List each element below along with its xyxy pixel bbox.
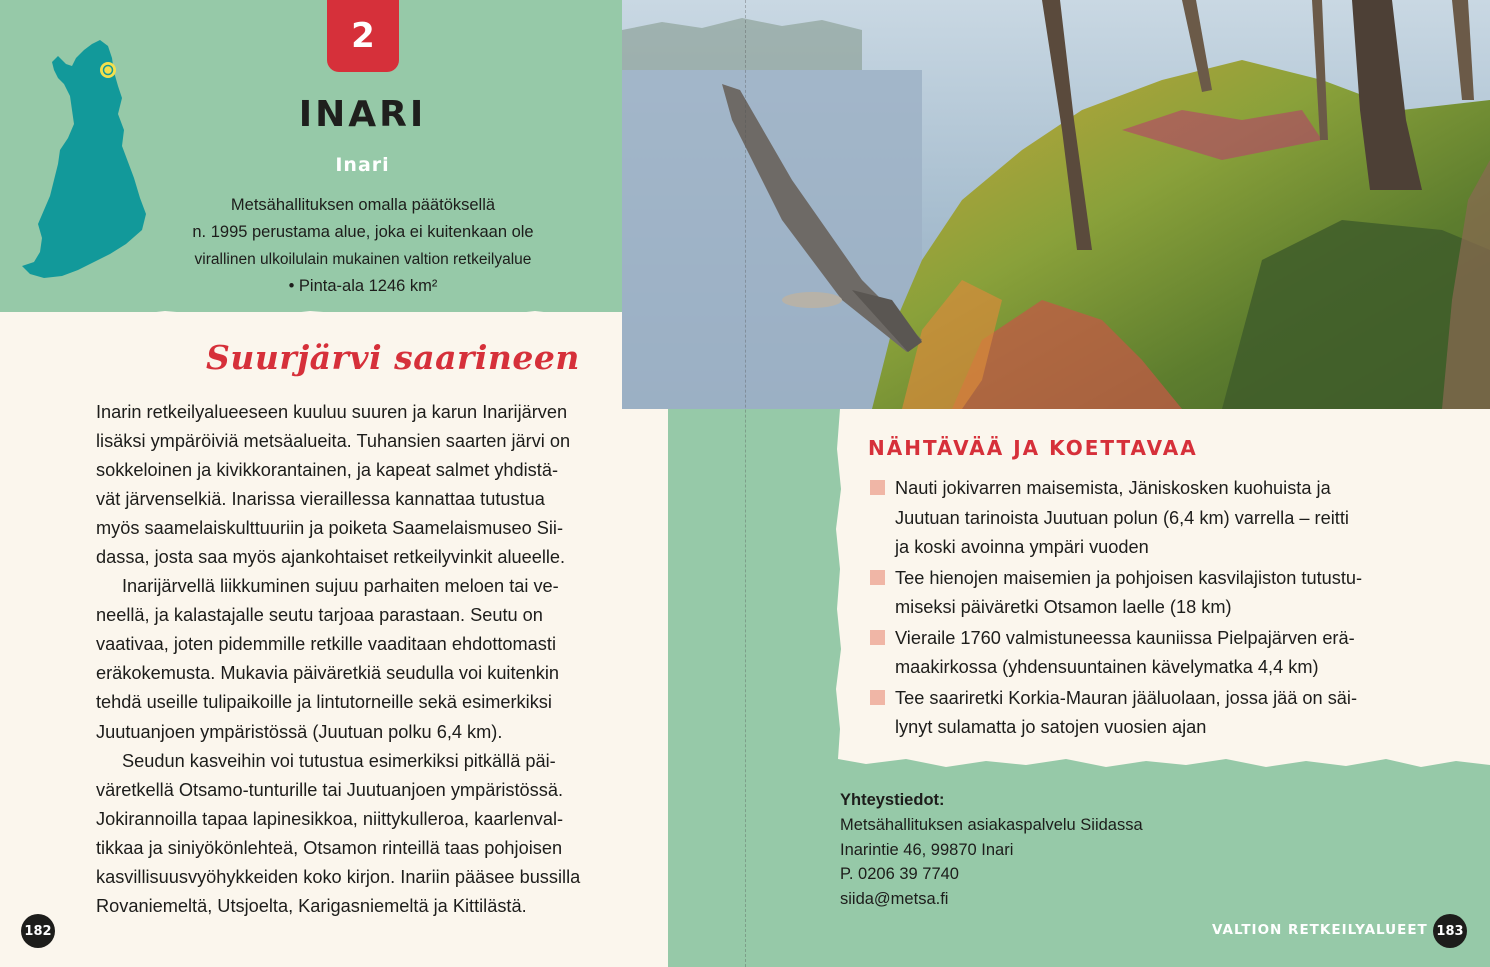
box-heading: NÄHTÄVÄÄ JA KOETTAVAA (868, 436, 1198, 460)
body-line: Seudun kasveihin voi tutustua esimerkiksi pitkällä päi- (122, 750, 556, 771)
section-heading: Suurjärvi saarineen (206, 338, 580, 377)
location-marker-icon (100, 62, 116, 78)
contact-line: Metsähallituksen asiakaspalvelu Siidassa (840, 815, 1143, 834)
body-line: tikkaa ja siniyökönlehteä, Otsamon rinteillä taas pohjoisen (96, 837, 563, 858)
body-line: tehdä useille tulipaikoille ja lintutorneille sekä esimerkiksi (96, 692, 552, 713)
body-line: kasvillisuusvyöhykkeiden koko kirjon. Inariin pääsee bussilla (96, 866, 581, 887)
body-line: Juutuanjoen ympäristössä (Juutuan polku 6,4 km). (96, 721, 503, 742)
intro-line: • Pinta-ala 1246 km² (288, 277, 438, 295)
chapter-number: 2 (351, 16, 375, 56)
page-title: INARI (298, 94, 427, 135)
intro-line: virallinen ulkoilulain mukainen valtion retkeilyalue (194, 251, 532, 268)
list-item-line: Nauti jokivarren maisemista, Jäniskosken kuohuista ja (895, 478, 1331, 498)
landscape-photo (622, 0, 1490, 409)
list-item (868, 564, 1448, 623)
body-line: dassa, josta saa myös ajankohtaiset retkeilyvinkit alueelle. (96, 547, 566, 568)
square-bullet-icon (870, 480, 885, 495)
body-line: vät järvenselkiä. Inarissa vieraillessa kannattaa tutustua (96, 489, 545, 510)
contact-heading: Yhteystiedot: (840, 791, 945, 809)
body-line: Jokirannoilla tapaa lapinesikkoa, niittykulleroa, kaarlenval- (96, 808, 564, 829)
list-item-line: ja koski avoinna ympäri vuoden (895, 537, 1149, 557)
body-line: Inarijärvellä liikkuminen sujuu parhaiten meloen tai ve- (122, 576, 559, 597)
body-line: neellä, ja kalastajalle seutu tarjoaa parastaan. Seutu on (96, 605, 543, 626)
body-line: myös saamelaiskulttuuriin ja poiketa Saamelaismuseo Sii- (96, 518, 564, 539)
list-item (868, 624, 1448, 683)
square-bullet-icon (870, 570, 885, 585)
page-number-text: 183 (1436, 923, 1464, 939)
list-item-line: maakirkossa (yhdensuuntainen kävelymatka 4,4 km) (895, 657, 1319, 677)
body-line: sokkeloinen ja kivikkorantainen, ja kapeat salmet yhdistä- (96, 460, 559, 481)
contact-address: Inarintie 46, 99870 Inari (840, 840, 1014, 859)
contact-email[interactable]: siida@metsa.fi (840, 890, 949, 909)
list-item-line: Vieraile 1760 valmistuneessa kauniissa Pielpajärven erä- (895, 627, 1355, 648)
finland-map-icon (14, 38, 154, 283)
page-subtitle: Inari (335, 154, 390, 176)
list-item-line: Juutuan tarinoista Juutuan polun (6,4 km) varrella – reitti (895, 507, 1349, 528)
contact-phone[interactable]: P. 0206 39 7740 (840, 865, 959, 884)
body-line: väretkellä Otsamo-tunturille tai Juutuanjoen ympäristössä. (96, 779, 564, 800)
page-number-right (1433, 914, 1467, 948)
intro-line: Metsähallituksen omalla päätöksellä (230, 196, 496, 214)
chapter-number-tab (327, 0, 399, 72)
attractions-list (868, 474, 1448, 744)
page-number-left (21, 914, 55, 948)
body-line: lisäksi ympäröiviä metsäalueita. Tuhansien saarten järvi on (96, 431, 571, 452)
contact-info (840, 788, 1143, 912)
square-bullet-icon (870, 690, 885, 705)
list-item-line: miseksi päiväretki Otsamon laelle (18 km) (895, 597, 1232, 617)
body-line: Rovaniemeltä, Utsjoelta, Karigasniemeltä ja Kittilästä. (96, 895, 527, 916)
list-item (868, 474, 1448, 563)
list-item-line: lynyt sulamatta jo satojen vuosien ajan (895, 717, 1207, 737)
body-line: Inarin retkeilyalueeseen kuuluu suuren ja karun Inarijärven (96, 402, 568, 422)
body-line: eräkokemusta. Mukavia päiväretkiä seudulla voi kuitenkin (96, 663, 560, 684)
list-item (868, 684, 1448, 743)
square-bullet-icon (870, 630, 885, 645)
torn-paper-edge (0, 303, 680, 333)
intro-text (140, 192, 586, 300)
list-item-line: Tee hienojen maisemien ja pohjoisen kasvilajiston tutustu- (895, 567, 1363, 588)
list-item-line: Tee saariretki Korkia-Mauran jääluolaan, jossa jää on säi- (895, 687, 1357, 708)
section-footer-label: VALTION RETKEILYALUEET (1212, 922, 1428, 938)
page-number-text: 182 (24, 923, 52, 939)
page-fold-line (745, 0, 746, 967)
body-line: vaativaa, joten pidemmille retkille vaaditaan ehdottomasti (96, 634, 556, 655)
intro-line: n. 1995 perustama alue, joka ei kuitenkaan ole (192, 223, 534, 241)
body-text (96, 398, 631, 921)
